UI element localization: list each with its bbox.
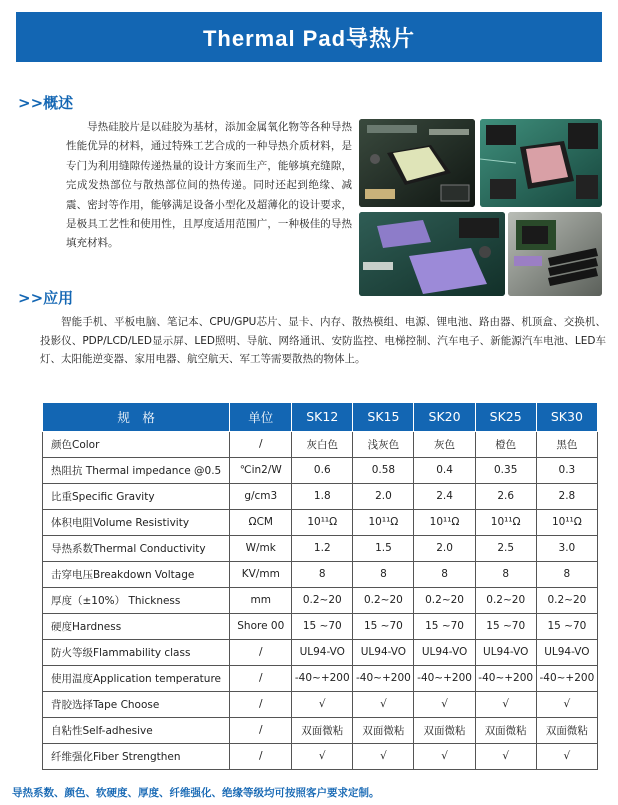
table-header-cell: 规 格 bbox=[43, 403, 230, 431]
table-header-row bbox=[43, 403, 598, 431]
value-cell: 黑色 bbox=[536, 431, 597, 457]
value-cell: UL94-VO bbox=[353, 639, 414, 665]
unit-cell: / bbox=[230, 691, 292, 717]
value-cell: 0.2~20 bbox=[414, 587, 475, 613]
pink-thermal-pad-on-board-photo bbox=[480, 119, 602, 207]
page-title: Thermal Pad导热片 bbox=[202, 25, 416, 51]
property-cell: 纤维强化Fiber Strengthen bbox=[43, 743, 230, 769]
value-cell: 15 ~70 bbox=[536, 613, 597, 639]
value-cell: UL94-VO bbox=[475, 639, 536, 665]
value-cell: √ bbox=[536, 743, 597, 769]
unit-cell: / bbox=[230, 431, 292, 457]
value-cell: 2.8 bbox=[536, 483, 597, 509]
table-header-cell: SK25 bbox=[475, 403, 536, 431]
table-row bbox=[43, 743, 598, 769]
value-cell: √ bbox=[353, 743, 414, 769]
unit-cell: Shore 00 bbox=[230, 613, 292, 639]
value-cell: 双面微粘 bbox=[292, 717, 353, 743]
value-cell: 双面微粘 bbox=[353, 717, 414, 743]
page-title-banner bbox=[16, 12, 602, 62]
value-cell: 0.4 bbox=[414, 457, 475, 483]
value-cell: 2.4 bbox=[414, 483, 475, 509]
value-cell: 橙色 bbox=[475, 431, 536, 457]
table-row bbox=[43, 613, 598, 639]
value-cell: 0.35 bbox=[475, 457, 536, 483]
value-cell: √ bbox=[414, 691, 475, 717]
overview-heading: >>概述 bbox=[18, 94, 74, 112]
value-cell: 10¹¹Ω bbox=[475, 509, 536, 535]
table-header-cell: SK20 bbox=[414, 403, 475, 431]
value-cell: √ bbox=[353, 691, 414, 717]
table-header-cell: SK12 bbox=[292, 403, 353, 431]
property-cell: 击穿电压Breakdown Voltage bbox=[43, 561, 230, 587]
property-cell: 颜色Color bbox=[43, 431, 230, 457]
unit-cell: / bbox=[230, 665, 292, 691]
table-row bbox=[43, 665, 598, 691]
purple-thermal-pad-on-pcb-photo bbox=[359, 212, 505, 296]
value-cell: UL94-VO bbox=[536, 639, 597, 665]
table-row bbox=[43, 535, 598, 561]
unit-cell: ℃in2/W bbox=[230, 457, 292, 483]
property-cell: 使用温度Application temperature bbox=[43, 665, 230, 691]
property-cell: 自粘性Self-adhesive bbox=[43, 717, 230, 743]
table-header-cell: 单位 bbox=[230, 403, 292, 431]
value-cell: 8 bbox=[475, 561, 536, 587]
unit-cell: W/mk bbox=[230, 535, 292, 561]
applications-heading: >>应用 bbox=[18, 289, 74, 307]
table-row bbox=[43, 691, 598, 717]
value-cell: 8 bbox=[536, 561, 597, 587]
overview-text: 导热硅胶片是以硅胶为基材，添加金属氧化物等各种导热性能优异的材料，通过特殊工艺合成的一种导热介质材料，是专门为利用缝隙传递热量的设计方案而生产，能够填充缝隙，完成发热部位与散热部位间的热传递。同时还起到绝缘、减震、密封等作用，能够满足设备小型化及超薄化的设计要求，是极具工艺性和使用性，且厚度适用范围广，一种极佳的导热填充材料。 bbox=[66, 121, 352, 250]
value-cell: UL94-VO bbox=[292, 639, 353, 665]
spec-table bbox=[42, 403, 598, 770]
value-cell: 2.0 bbox=[414, 535, 475, 561]
table-row bbox=[43, 587, 598, 613]
value-cell: -40~+200 bbox=[475, 665, 536, 691]
value-cell: 15 ~70 bbox=[353, 613, 414, 639]
value-cell: 10¹¹Ω bbox=[353, 509, 414, 535]
value-cell: 10¹¹Ω bbox=[536, 509, 597, 535]
value-cell: 8 bbox=[414, 561, 475, 587]
value-cell: UL94-VO bbox=[414, 639, 475, 665]
value-cell: 双面微粘 bbox=[475, 717, 536, 743]
value-cell: -40~+200 bbox=[353, 665, 414, 691]
property-cell: 导热系数Thermal Conductivity bbox=[43, 535, 230, 561]
table-row bbox=[43, 717, 598, 743]
value-cell: 0.2~20 bbox=[475, 587, 536, 613]
property-cell: 背胶选择Tape Choose bbox=[43, 691, 230, 717]
value-cell: 15 ~70 bbox=[414, 613, 475, 639]
value-cell: √ bbox=[292, 743, 353, 769]
value-cell: √ bbox=[536, 691, 597, 717]
value-cell: √ bbox=[414, 743, 475, 769]
unit-cell: / bbox=[230, 717, 292, 743]
unit-cell: KV/mm bbox=[230, 561, 292, 587]
unit-cell: / bbox=[230, 639, 292, 665]
unit-cell: ΩCM bbox=[230, 509, 292, 535]
property-cell: 体积电阻Volume Resistivity bbox=[43, 509, 230, 535]
value-cell: 0.2~20 bbox=[353, 587, 414, 613]
property-cell: 热阻抗 Thermal impedance @0.5 bbox=[43, 457, 230, 483]
value-cell: 15 ~70 bbox=[292, 613, 353, 639]
value-cell: 8 bbox=[353, 561, 414, 587]
property-cell: 厚度（±10%） Thickness bbox=[43, 587, 230, 613]
customization-footnote: 导热系数、颜色、软硬度、厚度、纤维强化、绝缘等级均可按照客户要求定制。 bbox=[12, 787, 380, 799]
value-cell: 8 bbox=[292, 561, 353, 587]
value-cell: 灰白色 bbox=[292, 431, 353, 457]
table-row bbox=[43, 483, 598, 509]
table-header-cell: SK15 bbox=[353, 403, 414, 431]
value-cell: -40~+200 bbox=[414, 665, 475, 691]
table-row bbox=[43, 509, 598, 535]
value-cell: 浅灰色 bbox=[353, 431, 414, 457]
unit-cell: mm bbox=[230, 587, 292, 613]
property-cell: 防火等级Flammability class bbox=[43, 639, 230, 665]
value-cell: 0.58 bbox=[353, 457, 414, 483]
value-cell: 0.3 bbox=[536, 457, 597, 483]
table-row bbox=[43, 457, 598, 483]
table-row bbox=[43, 639, 598, 665]
value-cell: -40~+200 bbox=[536, 665, 597, 691]
heatsink-with-thermal-pad-photo bbox=[508, 212, 602, 296]
value-cell: 2.6 bbox=[475, 483, 536, 509]
value-cell: 2.5 bbox=[475, 535, 536, 561]
unit-cell: / bbox=[230, 743, 292, 769]
table-row bbox=[43, 561, 598, 587]
value-cell: √ bbox=[475, 691, 536, 717]
value-cell: 0.2~20 bbox=[536, 587, 597, 613]
thermal-pad-on-chip-photo bbox=[359, 119, 475, 207]
value-cell: 0.2~20 bbox=[292, 587, 353, 613]
value-cell: 15 ~70 bbox=[475, 613, 536, 639]
value-cell: 10¹¹Ω bbox=[414, 509, 475, 535]
property-cell: 比重Specific Gravity bbox=[43, 483, 230, 509]
value-cell: 0.6 bbox=[292, 457, 353, 483]
value-cell: 双面微粘 bbox=[536, 717, 597, 743]
value-cell: 3.0 bbox=[536, 535, 597, 561]
value-cell: 灰色 bbox=[414, 431, 475, 457]
value-cell: 1.8 bbox=[292, 483, 353, 509]
value-cell: 1.5 bbox=[353, 535, 414, 561]
value-cell: 双面微粘 bbox=[414, 717, 475, 743]
value-cell: 2.0 bbox=[353, 483, 414, 509]
applications-text: 智能手机、平板电脑、笔记本、CPU/GPU芯片、显卡、内存、散热模组、电源、锂电池、路由器、机顶盒、交换机、投影仪、PDP/LCD/LED显示屏、LED照明、导航、网络通讯、安防监控、电梯控制、汽车电子、新能源汽车电池、LED车灯、太阳能逆变器、家用电器、航空航天、军工等需要散热的物体上。 bbox=[40, 316, 606, 365]
table-header-cell: SK30 bbox=[536, 403, 597, 431]
value-cell: 10¹¹Ω bbox=[292, 509, 353, 535]
unit-cell: g/cm3 bbox=[230, 483, 292, 509]
value-cell: √ bbox=[475, 743, 536, 769]
table-row bbox=[43, 431, 598, 457]
value-cell: 1.2 bbox=[292, 535, 353, 561]
value-cell: -40~+200 bbox=[292, 665, 353, 691]
property-cell: 硬度Hardness bbox=[43, 613, 230, 639]
value-cell: √ bbox=[292, 691, 353, 717]
